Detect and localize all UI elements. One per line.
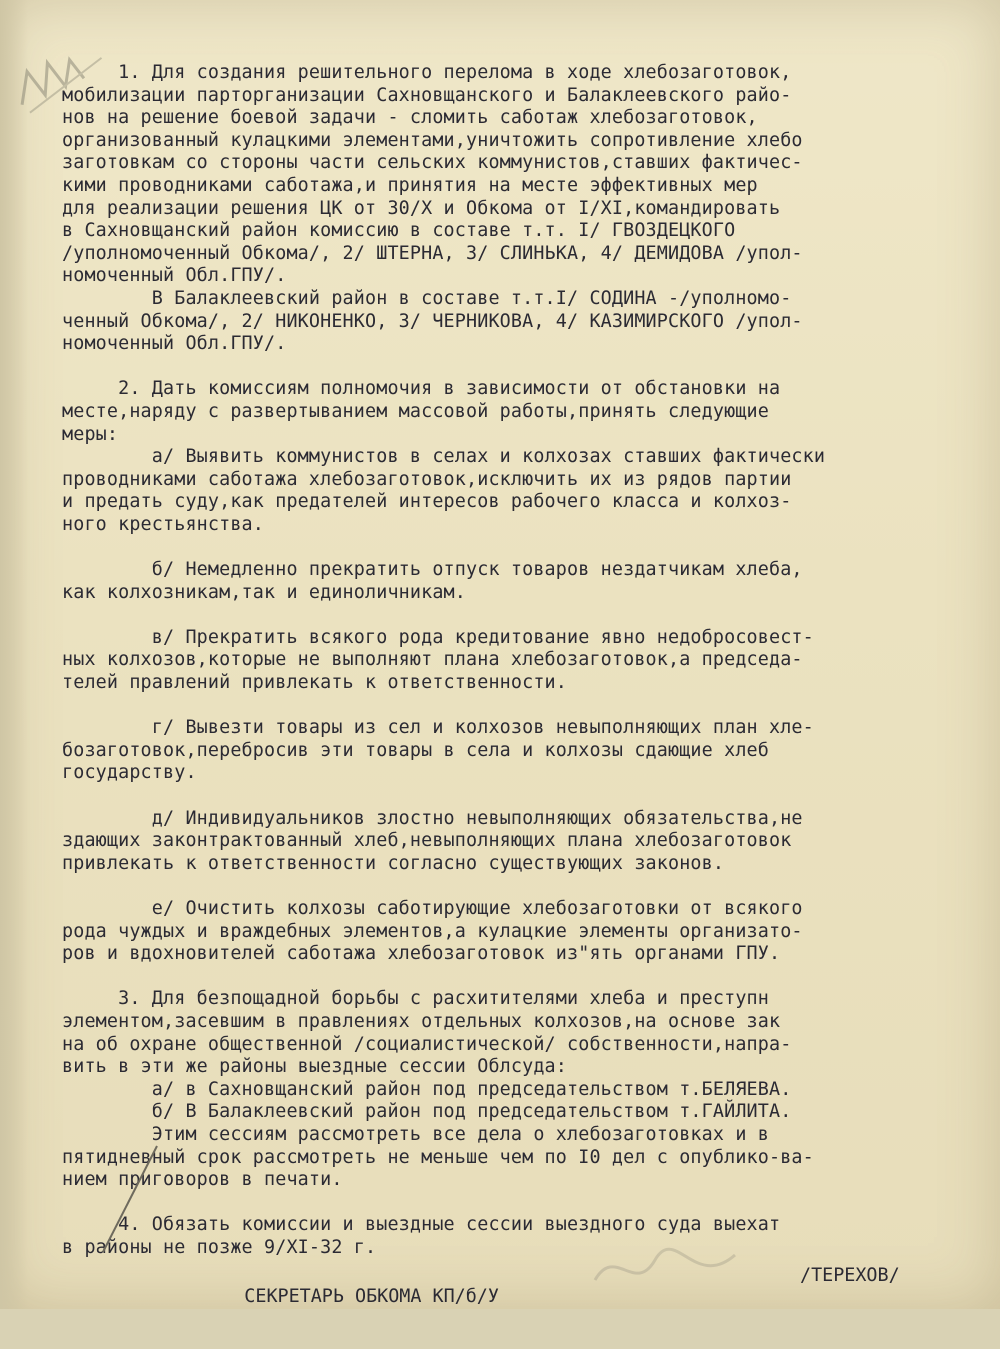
text-line: нием приговоров в печати. (62, 1169, 343, 1191)
text-line: ров и вдохновителей саботажа хлебозаготовок из"ять органами ГПУ. (62, 943, 781, 965)
text-line: кими проводниками саботажа,и принятия на месте эффективных мер (62, 174, 758, 196)
text-line: проводниками саботажа хлебозаготовок,исключить их из рядов партии (62, 468, 792, 490)
pencil-stroke-icon (95, 1140, 165, 1260)
text-line: на об охране общественной /социалистической/ собственности,напра- (62, 1033, 792, 1055)
text-line: 4. Обязать комиссии и выездные сессии выездного суда выехат (62, 1214, 781, 1236)
text-line: в Сахновщанский район комиссию в составе т.т. I/ ГВОЗДЕЦКОГО (62, 220, 736, 242)
text-line: телей правлений привлекать к ответственности. (62, 672, 567, 694)
document-body (62, 62, 977, 1259)
paragraph-gap (62, 785, 977, 808)
text-line: /уполномоченный Обкома/, 2/ ШТЕРНА, 3/ СЛИНЬКА, 4/ ДЕМИДОВА /упол- (62, 242, 803, 264)
paragraph-gap (62, 966, 977, 989)
text-line: В Балаклеевский район в составе т.т.I/ СОДИНА -/уполномо- (62, 287, 792, 309)
text-line: б/ В Балаклеевский район под председательством т.ГАЙЛИТА. (62, 1101, 792, 1123)
paragraph-gap (62, 875, 977, 898)
text-line: ного крестьянства. (62, 513, 264, 535)
text-line: 3. Для безпощадной борьбы с расхитителями хлеба и преступн (62, 988, 769, 1010)
signatory-title: СЕКРЕТАРЬ ОБКОМА КП/б/У (244, 1286, 499, 1307)
text-line: номоченный Обл.ГПУ/. (62, 333, 287, 355)
text-line: пятидневный срок рассмотреть не меньше чем по I0 дел с опублико-ва- (62, 1146, 814, 1168)
text-line: вить в эти же районы выездные сессии Облсуда: (62, 1056, 567, 1078)
text-line: как колхозникам,так и единоличникам. (62, 581, 466, 603)
text-line: и предать суду,как предателей интересов рабочего класса и колхоз- (62, 491, 792, 513)
text-line: привлекать к ответственности согласно существующих законов. (62, 852, 725, 874)
text-line: бозаготовок,перебросив эти товары в села и колхозы сдающие хлеб (62, 739, 769, 761)
text-line: г/ Вывезти товары из сел и колхозов невыполняющих план хле- (62, 717, 814, 739)
text-line: здающих законтрактованный хлеб,невыполняющих плана хлебозаготовок (62, 830, 792, 852)
text-line: организованный кулацкими элементами,уничтожить сопротивление хлебо (62, 129, 803, 151)
text-line: месте,наряду с развертыванием массовой работы,принять следующие (62, 400, 769, 422)
text-line: в/ Прекратить всякого рода кредитование явно недобросовест- (62, 626, 814, 648)
text-line: меры: (62, 423, 119, 445)
text-line: рода чуждых и враждебных элементов,а кулацкие элементы организато- (62, 920, 803, 942)
text-line: ченный Обкома/, 2/ НИКОНЕНКО, 3/ ЧЕРНИКОВА, 4/ КАЗИМИРСКОГО /упол- (62, 310, 803, 332)
paragraph-gap (62, 1192, 977, 1215)
paragraph-gap (62, 604, 977, 627)
page-edge-shadow (0, 0, 28, 1309)
text-line: в районы не позже 9/XI-32 г. (62, 1236, 377, 1258)
text-line: ных колхозов,которые не выполняют плана хлебозаготовок,а председа- (62, 649, 803, 671)
text-line: элементом,засевшим в правлениях отдельных колхозов,на основе зак (62, 1010, 781, 1032)
paragraph-gap (62, 695, 977, 718)
text-line: 2. Дать комиссиям полномочия в зависимости от обстановки на (62, 378, 781, 400)
text-line: 1. Для создания решительного перелома в ходе хлебозаготовок, (62, 62, 792, 83)
text-line: заготовкам со стороны части сельских коммунистов,ставших фактичес- (62, 152, 803, 174)
text-line: а/ в Сахновщанский район под председательством т.БЕЛЯЕВА. (62, 1078, 792, 1100)
text-line: б/ Немедленно прекратить отпуск товаров нездатчикам хлеба, (62, 559, 803, 581)
text-line: Этим сессиям рассмотреть все дела о хлебозаготовках и в (62, 1123, 769, 1145)
text-line: нов на решение боевой задачи - сломить саботаж хлебозаготовок, (62, 107, 758, 129)
text-line: для реализации решения ЦК от 30/X и Обкома от I/XI,командировать (62, 197, 781, 219)
text-line: д/ Индивидуальников злостно невыполняющих обязательства,не (62, 807, 803, 829)
paragraph-gap (62, 536, 977, 559)
paragraph-gap (62, 356, 977, 379)
text-line: номоченный Обл.ГПУ/. (62, 265, 287, 287)
signature-line (200, 1265, 960, 1349)
signatory-name: /ТЕРЕХОВ/ (800, 1265, 900, 1286)
text-line: е/ Очистить колхозы саботирующие хлебозаготовки от всякого (62, 897, 803, 919)
text-line: а/ Выявить коммунистов в селах и колхозах ставших фактически (62, 446, 826, 468)
text-line: мобилизации парторганизации Сахновщанского и Балаклеевского райо- (62, 84, 792, 106)
text-line: государству. (62, 762, 197, 784)
